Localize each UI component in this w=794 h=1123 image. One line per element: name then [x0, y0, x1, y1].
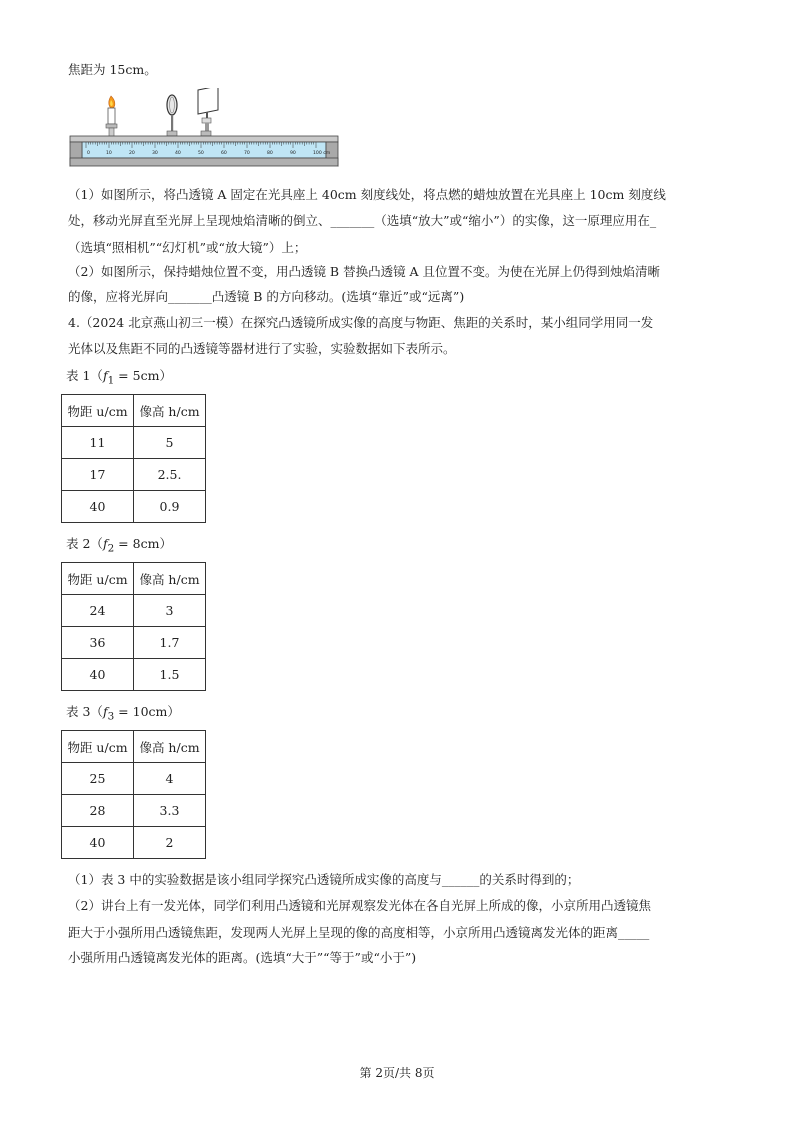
table-header-cell: 物距 u/cm: [62, 395, 134, 427]
table-caption: 表 $3(f_3 = 10cm)$: [66, 704, 180, 723]
table-header-cell: 物距 u/cm: [62, 731, 134, 763]
table-cell: 1.7: [134, 627, 206, 659]
text-line: 的像，应将光屏向_______凸透镜 B 的方向移动。(选填“靠近”或“远离”): [68, 289, 465, 304]
table-cell: 24: [62, 595, 134, 627]
light-screen-icon: [198, 88, 218, 136]
table-caption: 表 $2(f_2 = 8cm)$: [66, 536, 172, 555]
ruler-tick-label: 80: [267, 151, 273, 156]
text-line: 小强所用凸透镜离发光体的距离。(选填“大于”“等于”或“小于”): [68, 950, 417, 965]
table-row: [62, 795, 206, 827]
text-line: （2）讲台上有一发光体，同学们利用凸透镜和光屏观察发光体在各自光屏上所成的像，小京所用凸透镜焦: [68, 898, 651, 913]
table-header-cell: 像高 h/cm: [134, 563, 206, 595]
table-header-cell: 物距 u/cm: [62, 563, 134, 595]
ruler-tick-label: 100 cm: [313, 151, 331, 156]
table-header-row: [62, 731, 206, 763]
data-table-1: [61, 394, 206, 523]
text-line: 4.（2024 北京燕山初三一模）在探究凸透镜所成实像的高度与物距、焦距的关系时，某小组同学用同一发: [68, 315, 654, 330]
table-caption: 表 $1(f_1 = 5cm)$: [66, 368, 172, 387]
table-row: [62, 595, 206, 627]
text-line: （1）如图所示，将凸透镜 A 固定在光具座上 40cm 刻度线处，将点燃的蜡烛放置在光具座上 10cm 刻度线: [68, 187, 666, 202]
text-line: 距大于小强所用凸透镜焦距，发现两人光屏上呈现的像的高度相等，小京所用凸透镜离发光体的距离_____: [68, 925, 650, 940]
ruler-tick-label: 60: [221, 151, 227, 156]
ruler-tick-label: 0: [87, 151, 90, 156]
text-line: （2）如图所示，保持蜡烛位置不变，用凸透镜 B 替换凸透镜 A 且位置不变。为使在光屏上仍得到烛焰清晰: [68, 264, 661, 279]
ruler-tick-label: 10: [106, 151, 112, 156]
text-line: 焦距为 15cm。: [68, 62, 157, 77]
table-cell: 11: [62, 427, 134, 459]
table-row: [62, 827, 206, 859]
table-row: [62, 627, 206, 659]
table-header-row: [62, 395, 206, 427]
candle-icon: [106, 96, 117, 137]
table-row: [62, 763, 206, 795]
page-footer: 第 2页/共 8页: [359, 1066, 435, 1080]
table-cell: 25: [62, 763, 134, 795]
table-cell: 36: [62, 627, 134, 659]
table-row: [62, 427, 206, 459]
table-cell: 40: [62, 659, 134, 691]
table-cell: 28: [62, 795, 134, 827]
table-cell: 40: [62, 491, 134, 523]
table-cell: 2: [134, 827, 206, 859]
ruler-tick-label: 90: [290, 151, 296, 156]
table-header-row: [62, 563, 206, 595]
convex-lens-icon: [167, 95, 177, 136]
text-line: （1）表 3 中的实验数据是该小组同学探究凸透镜所成实像的高度与______的关系时得到的；: [68, 872, 580, 887]
table-cell: 5: [134, 427, 206, 459]
text-line: 处，移动光屏直至光屏上呈现烛焰清晰的倒立、_______（选填“放大”或“缩小”）的实像，这一原理应用在_: [68, 213, 657, 228]
ruler-tick-label: 30: [152, 151, 158, 156]
table-row: [62, 491, 206, 523]
table-cell: 1.5: [134, 659, 206, 691]
table-cell: 0.9: [134, 491, 206, 523]
table-cell: 4: [134, 763, 206, 795]
ruler-tick-label: 50: [198, 151, 204, 156]
text-line: （选填“照相机”“幻灯机”或“放大镜”）上；: [68, 240, 307, 255]
table-cell: 3.3: [134, 795, 206, 827]
data-table-2: [61, 562, 206, 691]
ruler-tick-label: 70: [244, 151, 250, 156]
table-cell: 3: [134, 595, 206, 627]
table-cell: 2.5.: [134, 459, 206, 491]
table-row: [62, 659, 206, 691]
table-cell: 40: [62, 827, 134, 859]
table-header-cell: 像高 h/cm: [134, 395, 206, 427]
table-row: [62, 459, 206, 491]
optical-bench-figure: [66, 88, 342, 178]
ruler-tick-label: 20: [129, 151, 135, 156]
data-table-3: [61, 730, 206, 859]
text-line: 光体以及焦距不同的凸透镜等器材进行了实验，实验数据如下表所示。: [68, 341, 456, 356]
table-header-cell: 像高 h/cm: [134, 731, 206, 763]
table-cell: 17: [62, 459, 134, 491]
ruler-tick-label: 40: [175, 151, 181, 156]
